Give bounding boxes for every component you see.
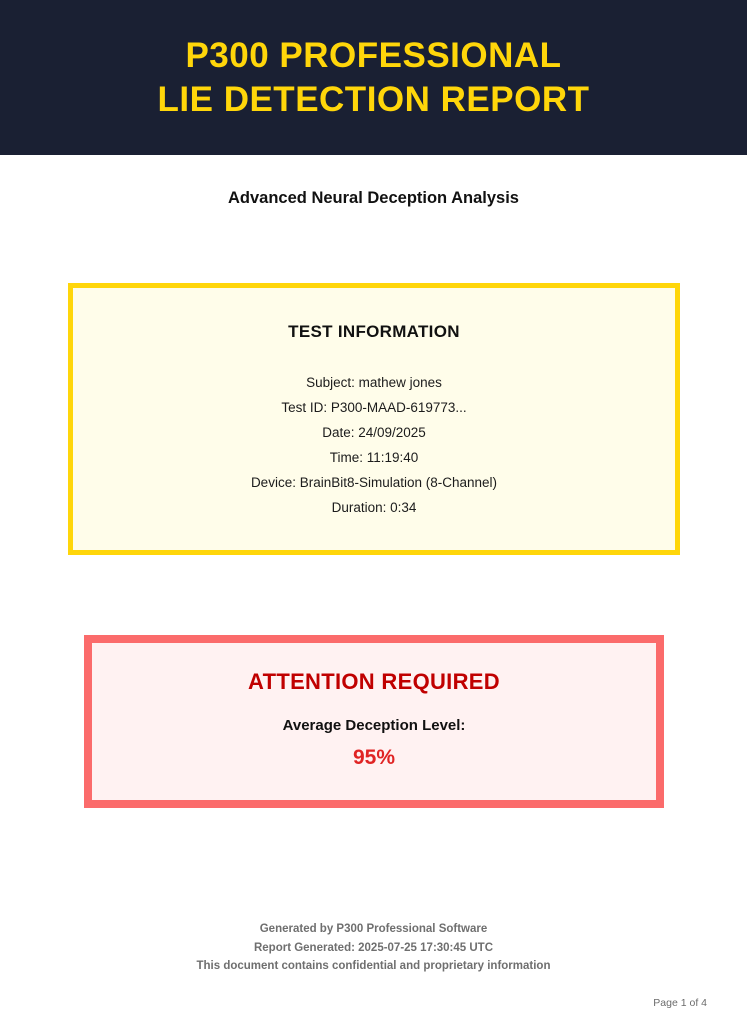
footer-generated-timestamp: Report Generated: 2025-07-25 17:30:45 UTC	[253, 941, 494, 954]
test-info-subject: Subject: mathew jones	[306, 375, 442, 390]
footer-confidentiality-notice: This document contains confidential and proprietary information	[196, 960, 551, 972]
page-number: Page 1 of 4	[653, 997, 707, 1009]
report-title-line-1: P300 PROFESSIONAL	[185, 35, 562, 75]
test-information-card	[68, 283, 680, 555]
test-info-test-id: Test ID: P300-MAAD-619773...	[281, 400, 467, 415]
report-footer	[0, 920, 747, 976]
test-information-title: TEST INFORMATION	[288, 322, 460, 341]
attention-required-card	[84, 635, 664, 808]
report-title-line-2: LIE DETECTION REPORT	[157, 79, 590, 119]
alert-title: ATTENTION REQUIRED	[248, 669, 500, 694]
report-subtitle: Advanced Neural Deception Analysis	[228, 189, 519, 207]
footer-generated-by: Generated by P300 Professional Software	[259, 923, 488, 935]
test-info-time: Time: 11:19:40	[329, 450, 419, 465]
report-header-banner	[0, 0, 747, 155]
test-info-duration: Duration: 0:34	[331, 500, 417, 515]
test-info-device: Device: BrainBit8-Simulation (8-Channel)	[250, 475, 498, 490]
test-info-date: Date: 24/09/2025	[322, 425, 426, 440]
average-deception-level-value: 95%	[352, 746, 396, 769]
average-deception-level-label: Average Deception Level:	[282, 717, 466, 734]
